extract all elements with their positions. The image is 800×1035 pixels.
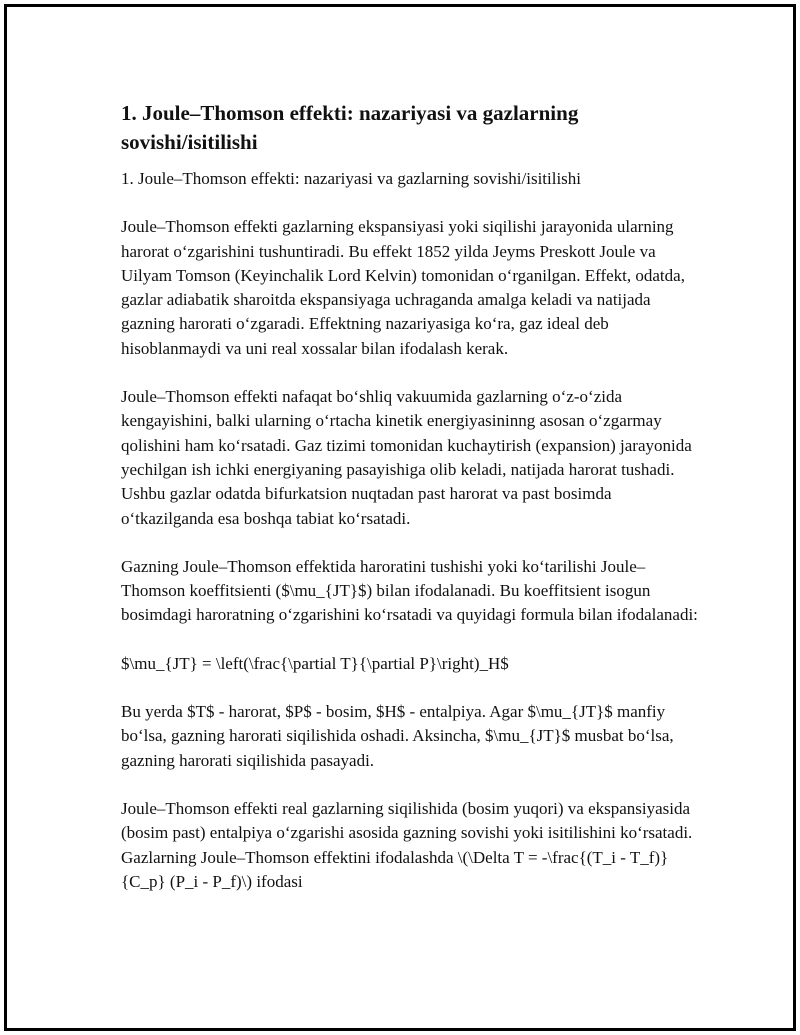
paragraph-intro: Joule–Thomson effekti gazlarning ekspansiyasi yoki siqilishi jarayonida ularning harorat oʻzgarishini tushuntiradi. Bu effekt 1852 yilda Jeyms Preskott Joule va Uilyam Tomson (Keyinchalik Lord Kelvin) tomonidan oʻrganilgan. Effekt, odatda, gazlar adiabatik sharoitda ekspansiyaga uchraganda amalga keladi va natijada gazning harorati oʻzgaradi. Effektning nazariyasiga koʻra, gaz ideal deb hisoblanmaydi va uni real xossalar bilan ifodalash kerak. — [121, 217, 685, 358]
paragraph-expansion: Joule–Thomson effekti nafaqat boʻshliq vakuumida gazlarning oʻz-oʻzida kengayishini, balki ularning oʻrtacha kinetik energiyasininng asosan oʻzgarmay qolishini ham koʻrsatadi. Gaz tizimi tomonidan kuchaytirish (expansion) jarayonida yechilgan ish ichki energiyaning pasayishiga olib keladi, natijada harorat tushadi. Ushbu gazlar odatda bifurkatsion nuqtadan past harorat va past bosimda oʻtkazilganda esa boshqa tabiat koʻrsatadi. — [121, 387, 692, 528]
document-body — [121, 99, 701, 918]
page-frame — [4, 4, 796, 1031]
document-title: 1. Joule–Thomson effekti: nazariyasi va gazlarning sovishi/isitilishi — [121, 101, 579, 154]
paragraph-coefficient: Gazning Joule–Thomson effektida haroratini tushishi yoki koʻtarilishi Joule–Thomson koeffitsienti ($\mu_{JT}$) bilan ifodalanadi. Bu koeffitsient isogun bosimdagi haroratning oʻzgarishini koʻrsatadi va quyidagi formula bilan ifodalanadi: — [121, 556, 698, 625]
paragraph-definitions: Bu yerda $T$ - harorat, $P$ - bosim, $H$ - entalpiya. Agar $\mu_{JT}$ manfiy boʻlsa, gazning harorati siqilishida oshadi. Aksincha, $\mu_{JT}$ musbat boʻlsa, gazning harorati siqilishida pasayadi. — [121, 702, 674, 770]
paragraph-heading-repeat: 1. Joule–Thomson effekti: nazariyasi va gazlarning sovishi/isitilishi — [121, 169, 582, 188]
formula-line: $\mu_{JT} = \left(\frac{\partial T}{\partial P}\right)_H$ — [121, 653, 509, 673]
paragraph-real-gases: Joule–Thomson effekti real gazlarning siqilishida (bosim yuqori) va ekspansiyasida (bosim past) entalpiya oʻzgarishi asosida gazning sovishi yoki isitilishini koʻrsatadi. Gazlarning Joule–Thomson effektini ifodalashda \(\Delta T = -\frac{(T_i - T_f)}{C_p} (P_i - P_f)\) ifodasi — [121, 798, 693, 891]
